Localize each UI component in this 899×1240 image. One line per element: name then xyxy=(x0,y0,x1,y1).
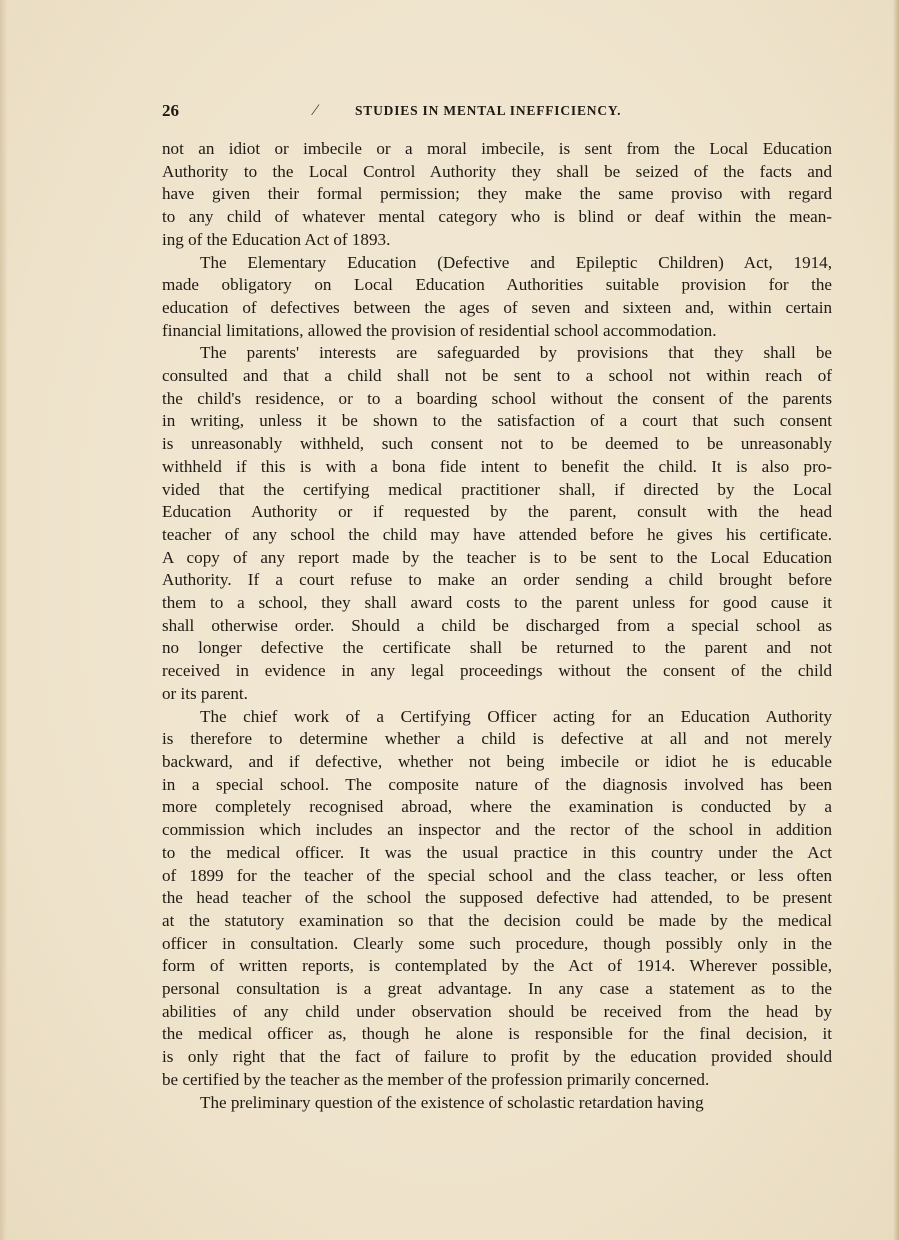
text-line: abilities of any child under observation should be received from the head by xyxy=(162,1001,832,1021)
text-line: have given their formal permission; they make the same proviso with regard xyxy=(162,184,832,204)
text-line: The Elementary Education (Defective and Epileptic Children) Act, 1914, xyxy=(200,252,832,272)
page-left-edge xyxy=(0,0,7,1240)
text-line: in writing, unless it be shown to the satisfaction of a court that such consent xyxy=(162,411,832,431)
text-line: Authority to the Local Control Authority they shall be seized of the facts and xyxy=(162,161,832,181)
text-line: teacher of any school the child may have attended before he gives his certificate. xyxy=(162,524,832,544)
text-line: is unreasonably withheld, such consent not to be deemed to be unreasonably xyxy=(162,434,832,454)
running-head: STUDIES IN MENTAL INEFFICIENCY. xyxy=(355,103,622,118)
text-line: financial limitations, allowed the provision of residential school accommodation. xyxy=(162,320,717,340)
text-line: is only right that the fact of failure to profit by the education provided should xyxy=(162,1047,832,1067)
text-line: them to a school, they shall award costs to the parent unless for good cause it xyxy=(162,593,832,613)
text-line: at the statutory examination so that the decision could be made by the medical xyxy=(162,910,832,930)
text-line: officer in consultation. Clearly some such procedure, though possibly only in the xyxy=(162,933,832,953)
text-line: in a special school. The composite nature of the diagnosis involved has been xyxy=(162,774,832,794)
text-line: A copy of any report made by the teacher is to be sent to the Local Education xyxy=(162,547,832,567)
text-line: The parents' interests are safeguarded by provisions that they shall be xyxy=(200,343,832,363)
paragraph xyxy=(162,138,832,252)
text-line: of 1899 for the teacher of the special school and the class teacher, or less often xyxy=(162,865,832,885)
text-line: backward, and if defective, whether not being imbecile or idiot he is educable xyxy=(162,751,832,771)
text-line: vided that the certifying medical practitioner shall, if directed by the Local xyxy=(162,479,832,499)
text-line: or its parent. xyxy=(162,683,248,703)
text-line: shall otherwise order. Should a child be discharged from a special school as xyxy=(162,615,832,635)
page-header xyxy=(162,101,832,127)
text-line: more completely recognised abroad, where the examination is conducted by a xyxy=(162,797,832,817)
text-line: made obligatory on Local Education Authorities suitable provision for the xyxy=(162,275,832,295)
text-line: Authority. If a court refuse to make an order sending a child brought before xyxy=(162,570,832,590)
text-line: education of defectives between the ages of seven and sixteen and, within certain xyxy=(162,297,832,317)
page-number: 26 xyxy=(162,101,179,120)
text-line: ing of the Education Act of 1893. xyxy=(162,229,391,249)
paragraph xyxy=(162,342,832,705)
text-line: personal consultation is a great advantage. In any case a statement as to the xyxy=(162,979,832,999)
text-line: to the medical officer. It was the usual practice in this country under the Act xyxy=(162,842,832,862)
text-line: The preliminary question of the existence of scholastic retardation having xyxy=(200,1092,704,1112)
paragraph xyxy=(162,1092,832,1115)
text-line: no longer defective the certificate shall be returned to the parent and not xyxy=(162,638,832,658)
text-line: consulted and that a child shall not be sent to a school not within reach of xyxy=(162,366,832,386)
text-line: not an idiot or imbecile or a moral imbecile, is sent from the Local Education xyxy=(162,139,832,158)
text-line: be certified by the teacher as the member of the profession primarily concerned. xyxy=(162,1069,710,1089)
text-line: withheld if this is with a bona fide intent to benefit the child. It is also pro- xyxy=(162,456,832,476)
text-line: the child's residence, or to a boarding school without the consent of the parents xyxy=(162,388,832,408)
dash-mark: ∕ xyxy=(314,102,317,119)
text-line: Education Authority or if requested by the parent, consult with the head xyxy=(162,502,832,522)
text-line: commission which includes an inspector and the rector of the school in addition xyxy=(162,820,832,840)
page-right-edge xyxy=(893,0,899,1240)
text-line: The chief work of a Certifying Officer acting for an Education Authority xyxy=(200,706,832,726)
text-line: received in evidence in any legal proceedings without the consent of the child xyxy=(162,661,832,681)
paragraph xyxy=(162,252,832,343)
text-line: form of written reports, is contemplated by the Act of 1914. Wherever possible, xyxy=(162,956,832,976)
text-line: the medical officer as, though he alone is responsible for the final decision, it xyxy=(162,1024,832,1044)
text-line: is therefore to determine whether a child is defective at all and not merely xyxy=(162,729,832,749)
text-line: the head teacher of the school the supposed defective had attended, to be present xyxy=(162,888,832,908)
paragraph xyxy=(162,706,832,1092)
text-line: to any child of whatever mental category who is blind or deaf within the mean- xyxy=(162,207,832,227)
body-text xyxy=(162,138,832,1114)
